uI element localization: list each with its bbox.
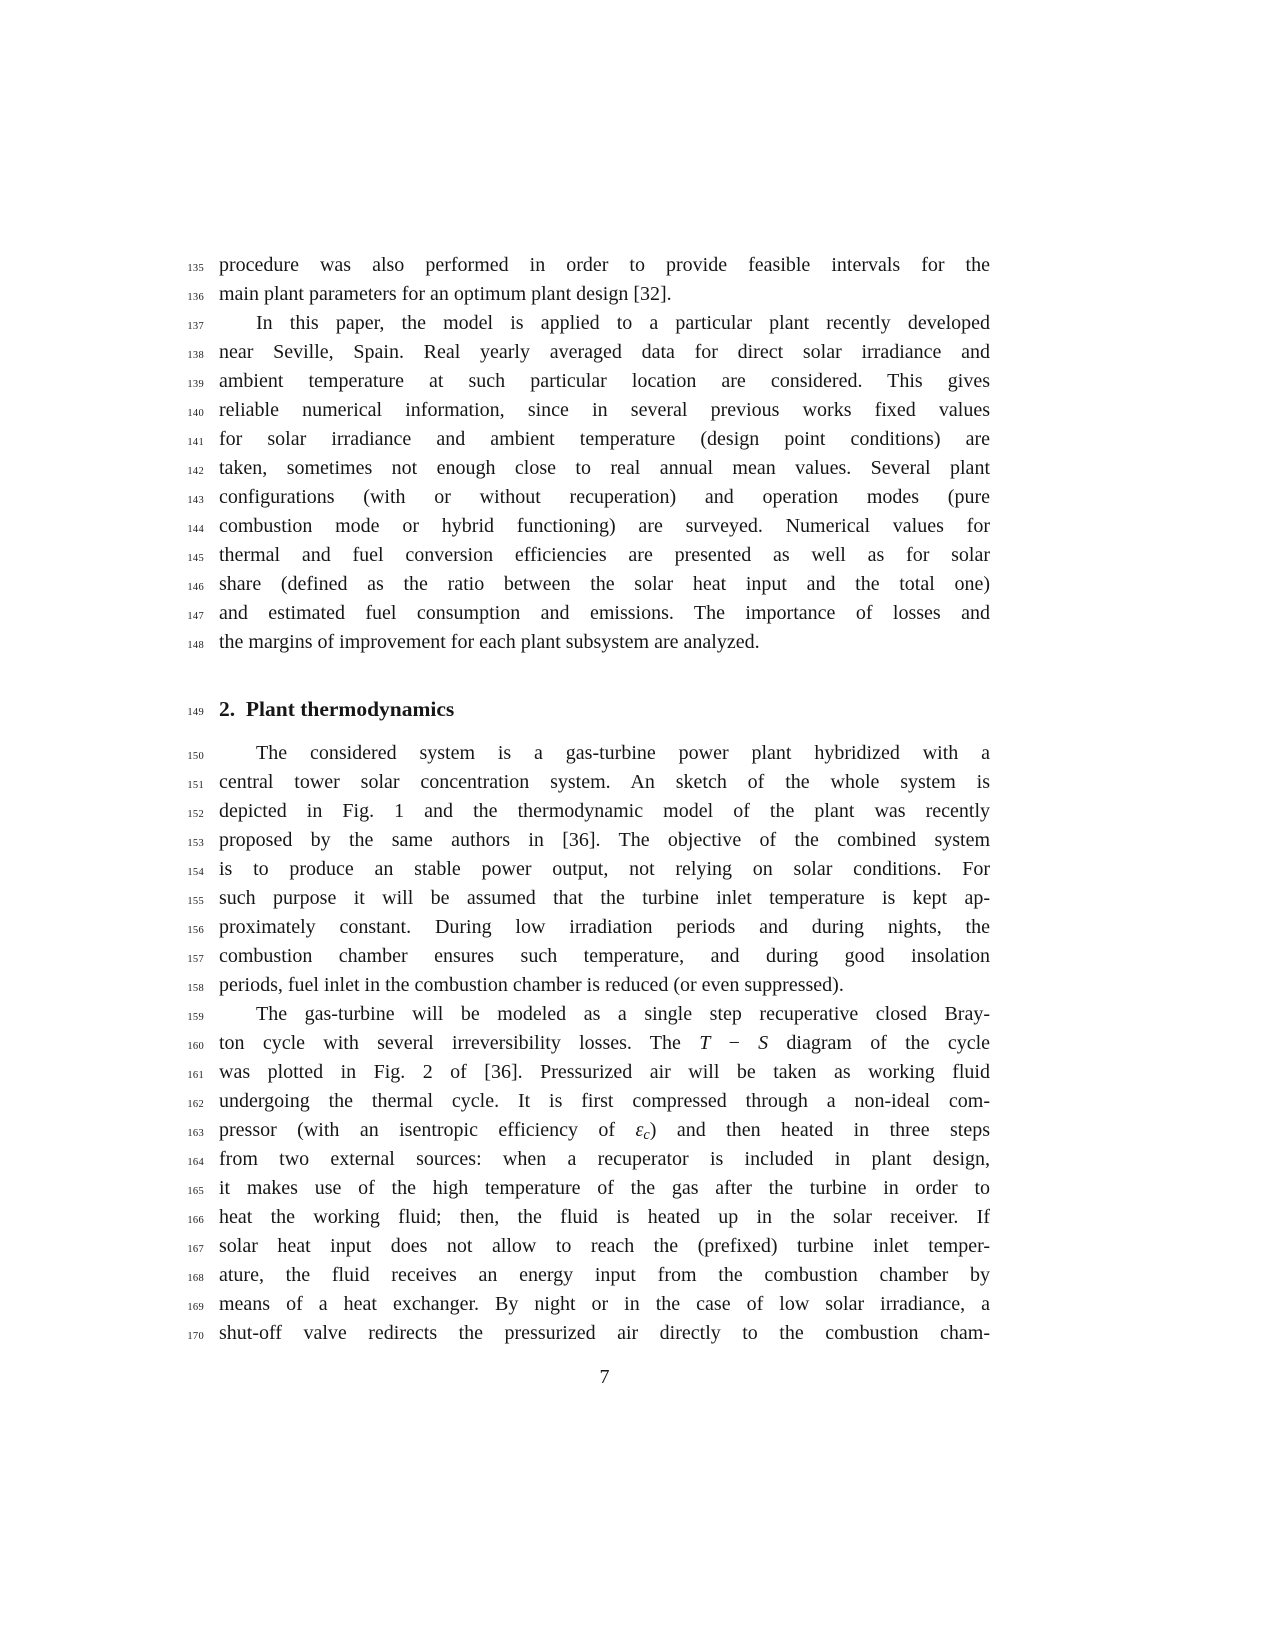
- line-text: pressor (with an isentropic efficiency of εc) and then heated in three steps: [219, 1119, 990, 1143]
- text-line: [187, 1174, 990, 1203]
- text-line: [187, 454, 990, 483]
- line-number: 137: [187, 321, 204, 332]
- text-line: [187, 512, 990, 541]
- line-number: 160: [187, 1041, 204, 1052]
- line-number: 157: [187, 954, 204, 965]
- text-line: [187, 1203, 990, 1232]
- line-number: 169: [187, 1302, 204, 1313]
- line-number: 136: [187, 292, 204, 303]
- text-line: [187, 1058, 990, 1087]
- line-text: means of a heat exchanger. By night or in the case of low solar irradiance, a: [219, 1293, 990, 1315]
- text-line: [187, 913, 990, 942]
- text-line: [187, 396, 990, 425]
- text-line: [187, 251, 990, 280]
- text-line: [187, 599, 990, 628]
- line-number: 158: [187, 983, 204, 994]
- page-number: 7: [599, 1366, 610, 1388]
- line-number: 154: [187, 867, 204, 878]
- line-number: 144: [187, 524, 204, 535]
- line-number: 143: [187, 495, 204, 506]
- line-number: 146: [187, 582, 204, 593]
- math-symbol: ε: [635, 1119, 644, 1141]
- text-line: [187, 483, 990, 512]
- text-line: [187, 628, 990, 657]
- text-line: [187, 570, 990, 599]
- text-line: [187, 280, 990, 309]
- text-line: [187, 1029, 991, 1058]
- line-text: solar heat input does not allow to reach the (prefixed) turbine inlet temper-: [219, 1235, 990, 1257]
- text-line: [187, 1290, 990, 1319]
- line-text: configurations (with or without recuperation) and operation modes (pure: [219, 486, 990, 508]
- line-text: share (defined as the ratio between the solar heat input and the total one): [219, 573, 990, 595]
- text-line: [187, 739, 990, 768]
- line-number: 167: [187, 1244, 204, 1255]
- line-text: periods, fuel inlet in the combustion chamber is reduced (or even suppressed).: [219, 974, 844, 996]
- line-text: was plotted in Fig. 2 of [36]. Pressurized air will be taken as working fluid: [219, 1061, 990, 1083]
- page-footer: [219, 1366, 990, 1389]
- text-line: [187, 971, 990, 1000]
- line-number: 147: [187, 611, 204, 622]
- line-text: for solar irradiance and ambient temperature (design point conditions) are: [219, 428, 990, 450]
- line-text: and estimated fuel consumption and emissions. The importance of losses and: [219, 602, 990, 624]
- text-line: [187, 1087, 990, 1116]
- text-line: [187, 884, 990, 913]
- line-text: proximately constant. During low irradiation periods and during nights, the: [219, 916, 990, 938]
- math-symbol: T: [699, 1032, 711, 1054]
- text-line: [187, 367, 990, 396]
- line-text: such purpose it will be assumed that the turbine inlet temperature is kept ap-: [219, 887, 990, 909]
- line-number: 159: [187, 1012, 204, 1023]
- line-number: 168: [187, 1273, 204, 1284]
- line-text: near Seville, Spain. Real yearly averaged data for direct solar irradiance and: [219, 341, 990, 363]
- line-text: procedure was also performed in order to provide feasible intervals for the: [219, 254, 990, 276]
- line-number: 139: [187, 379, 204, 390]
- text-line: [187, 309, 990, 338]
- line-number: 141: [187, 437, 204, 448]
- text-line: [187, 1319, 990, 1348]
- line-number: 151: [187, 780, 204, 791]
- section-heading: [187, 695, 990, 725]
- text-line: [187, 541, 990, 570]
- line-text: combustion mode or hybrid functioning) are surveyed. Numerical values for: [219, 515, 990, 537]
- line-text: ambient temperature at such particular location are considered. This gives: [219, 370, 990, 392]
- line-text: from two external sources: when a recuperator is included in plant design,: [219, 1148, 990, 1170]
- line-number: 140: [187, 408, 204, 419]
- line-text: In this paper, the model is applied to a particular plant recently developed: [256, 312, 990, 334]
- line-text: undergoing the thermal cycle. It is first compressed through a non-ideal com-: [219, 1090, 990, 1112]
- line-text: thermal and fuel conversion efficiencies are presented as well as for solar: [219, 544, 990, 566]
- line-number: 149: [187, 707, 204, 718]
- text-line: [187, 1145, 990, 1174]
- line-text: ton cycle with several irreversibility losses. The T − S diagram of the cycle: [219, 1032, 991, 1054]
- text-line: [187, 1232, 990, 1261]
- math-symbol: S: [758, 1032, 769, 1054]
- line-text: proposed by the same authors in [36]. The objective of the combined system: [219, 829, 990, 851]
- line-number: 142: [187, 466, 204, 477]
- line-number: 170: [187, 1331, 204, 1342]
- line-text: ature, the fluid receives an energy input from the combustion chamber by: [219, 1264, 990, 1286]
- line-text: main plant parameters for an optimum plant design [32].: [219, 283, 672, 305]
- line-text: it makes use of the high temperature of the gas after the turbine in order to: [219, 1177, 990, 1199]
- line-text: The considered system is a gas-turbine power plant hybridized with a: [256, 742, 990, 764]
- text-body: [187, 251, 991, 1348]
- line-number: 153: [187, 838, 204, 849]
- line-number: 150: [187, 751, 204, 762]
- text-line: [187, 1261, 990, 1290]
- line-text: shut-off valve redirects the pressurized air directly to the combustion cham-: [219, 1322, 990, 1344]
- line-text: taken, sometimes not enough close to real annual mean values. Several plant: [219, 457, 990, 479]
- line-text: is to produce an stable power output, not relying on solar conditions. For: [219, 858, 990, 880]
- line-number: 152: [187, 809, 204, 820]
- text-line: [187, 1116, 990, 1145]
- text-line: [187, 855, 990, 884]
- line-number: 148: [187, 640, 204, 651]
- text-line: [187, 425, 990, 454]
- section-heading-text: 2. Plant thermodynamics: [219, 697, 455, 721]
- line-number: 138: [187, 350, 204, 361]
- line-text: The gas-turbine will be modeled as a single step recuperative closed Bray-: [256, 1003, 990, 1025]
- line-number: 165: [187, 1186, 204, 1197]
- line-number: 145: [187, 553, 204, 564]
- text-line: [187, 797, 990, 826]
- line-number: 162: [187, 1099, 204, 1110]
- line-text: the margins of improvement for each plant subsystem are analyzed.: [219, 631, 760, 653]
- line-text: central tower solar concentration system. An sketch of the whole system is: [219, 771, 990, 793]
- line-number: 161: [187, 1070, 204, 1081]
- line-number: 135: [187, 263, 204, 274]
- line-text: depicted in Fig. 1 and the thermodynamic model of the plant was recently: [219, 800, 990, 822]
- text-line: [187, 942, 990, 971]
- line-text: reliable numerical information, since in several previous works fixed values: [219, 399, 990, 421]
- text-line: [187, 338, 990, 367]
- text-line: [187, 826, 990, 855]
- line-number: 164: [187, 1157, 204, 1168]
- text-line: [187, 1000, 990, 1029]
- line-number: 156: [187, 925, 204, 936]
- line-text: heat the working fluid; then, the fluid is heated up in the solar receiver. If: [219, 1206, 990, 1228]
- line-number: 163: [187, 1128, 204, 1139]
- line-text: combustion chamber ensures such temperature, and during good insolation: [219, 945, 990, 967]
- line-number: 166: [187, 1215, 204, 1226]
- math-symbol: c: [643, 1127, 650, 1143]
- text-line: [187, 768, 990, 797]
- line-number: 155: [187, 896, 204, 907]
